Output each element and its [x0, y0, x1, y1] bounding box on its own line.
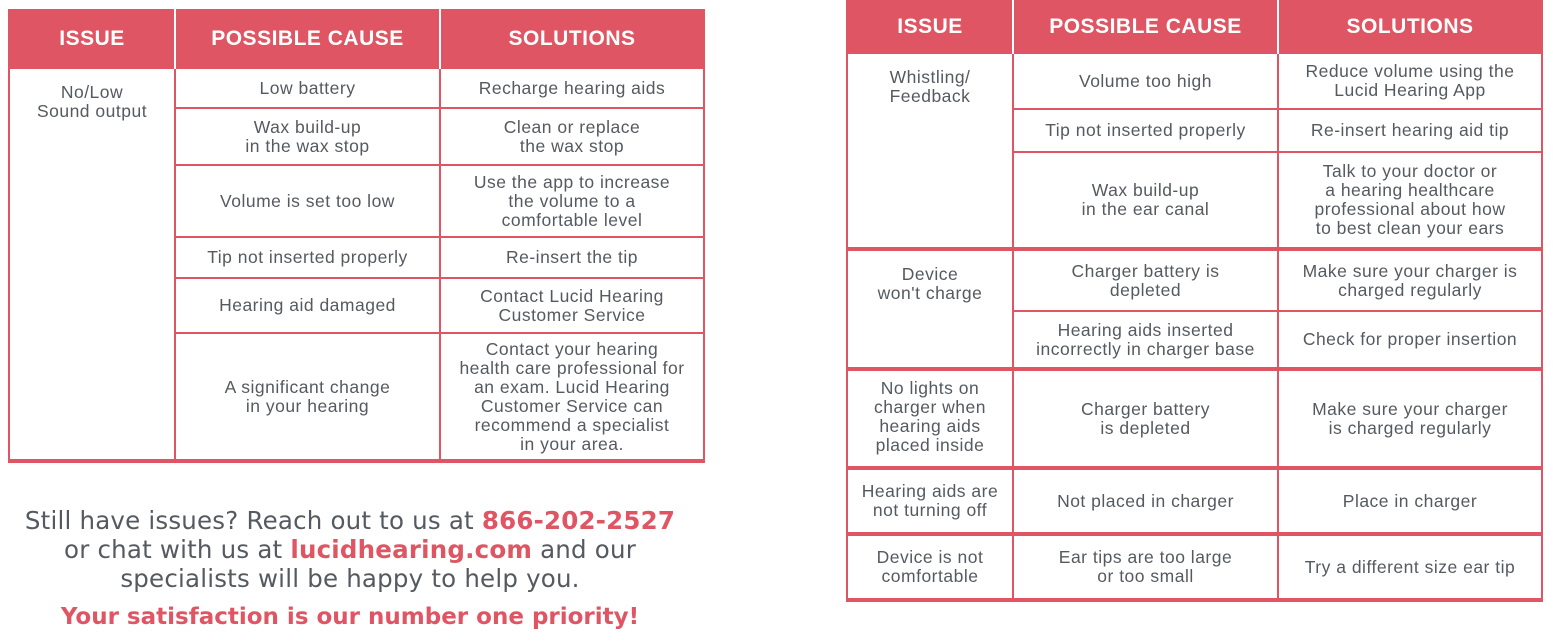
cause-cell	[175, 237, 440, 278]
cause-cell	[1013, 468, 1278, 534]
solution-cell	[1278, 468, 1542, 534]
solution-text: Check for proper insertion	[1302, 329, 1518, 349]
cause-text: Tip not inserted properly	[207, 247, 408, 267]
issue-cell	[847, 468, 1013, 534]
cause-text: Ear tips are too large or too small	[1058, 547, 1233, 586]
issue-text: No lights on charger when hearing aids placed inside	[873, 378, 987, 455]
issue-cell	[847, 534, 1013, 600]
cause-cell	[175, 333, 440, 461]
footer-line-1-text: Still have issues? Reach out to us at	[24, 506, 474, 535]
issue-cell	[9, 68, 175, 461]
solution-text: Re-insert the tip	[505, 247, 639, 267]
cause-cell	[1013, 369, 1278, 468]
footer-line-1	[0, 506, 700, 535]
table-row	[847, 249, 1542, 311]
right-troubleshooting-table	[846, 0, 1543, 602]
table-row	[9, 68, 704, 108]
cause-cell	[1013, 152, 1278, 249]
cause-text: Charger battery is depleted	[1071, 260, 1220, 300]
cause-cell	[1013, 311, 1278, 369]
solution-cell	[440, 237, 704, 278]
cause-cell	[175, 68, 440, 108]
cause-cell	[1013, 534, 1278, 600]
cause-text: A significant change in your hearing	[224, 376, 391, 416]
solution-text: Contact your hearing health care professional for an exam. Lucid Hearing Customer Service can recommend a specialist in your area.	[459, 338, 685, 454]
header-possible-cause: POSSIBLE CAUSE	[175, 10, 440, 68]
cause-text: Wax build-up in the ear canal	[1081, 180, 1210, 219]
cause-cell	[175, 278, 440, 333]
solution-cell	[1278, 152, 1542, 249]
solution-cell	[440, 333, 704, 461]
cause-text: Not placed in charger	[1057, 490, 1234, 511]
solution-cell	[1278, 249, 1542, 311]
table-row	[847, 534, 1542, 600]
solution-cell	[440, 278, 704, 333]
cause-text: Wax build-up in the wax stop	[245, 116, 370, 156]
solution-cell	[440, 68, 704, 108]
header-solutions: SOLUTIONS	[1278, 1, 1542, 53]
footer-line-2	[0, 535, 700, 564]
issue-cell	[847, 369, 1013, 468]
cause-text: Volume too high	[1078, 70, 1212, 91]
solution-cell	[440, 108, 704, 165]
table-row	[847, 468, 1542, 534]
solution-text: Re-insert hearing aid tip	[1310, 120, 1510, 140]
cause-text: Low battery	[259, 77, 356, 98]
issue-text: Hearing aids are not turning off	[861, 481, 999, 520]
phone-number-link[interactable]: 866-202-2527	[481, 506, 676, 535]
cause-cell	[1013, 53, 1278, 109]
solution-text: Make sure your charger is charged regularly	[1312, 398, 1508, 438]
table-row	[847, 369, 1542, 468]
cause-text: Volume is set too low	[220, 190, 395, 211]
solution-text: Place in charger	[1342, 490, 1478, 511]
cause-cell	[175, 165, 440, 237]
header-solutions: SOLUTIONS	[440, 10, 704, 68]
solution-cell	[1278, 534, 1542, 600]
header-issue: ISSUE	[9, 10, 175, 68]
solution-text: Use the app to increase the volume to a comfortable level	[473, 171, 671, 230]
satisfaction-tagline: Your satisfaction is our number one priority!	[60, 604, 640, 630]
footer-line-2-pre: or chat with us at	[64, 535, 283, 564]
table-header-row	[9, 10, 704, 68]
solution-text: Recharge hearing aids	[478, 77, 666, 98]
website-link[interactable]: lucidhearing.com	[290, 535, 533, 564]
issue-cell	[847, 53, 1013, 249]
cause-text: Tip not inserted properly	[1045, 120, 1246, 140]
solution-text: Try a different size ear tip	[1304, 556, 1516, 577]
solution-text: Clean or replace the wax stop	[503, 116, 641, 156]
issue-text: No/Low Sound output	[36, 82, 148, 121]
issue-text: Device is not comfortable	[876, 547, 984, 586]
cause-text: Hearing aids inserted incorrectly in charger base	[1036, 319, 1255, 359]
solution-text: Talk to your doctor or a hearing healthcare professional about how to best clean your ears	[1314, 161, 1506, 238]
support-contact-text	[0, 506, 700, 593]
footer-line-3: specialists will be happy to help you.	[120, 564, 580, 593]
footer-line-2-post: and our	[540, 535, 636, 564]
solution-text: Make sure your charger is charged regularly	[1302, 260, 1518, 300]
left-troubleshooting-table	[8, 9, 705, 463]
table-header-row	[847, 1, 1542, 53]
issue-text: Device won't charge	[877, 264, 983, 303]
solution-cell	[1278, 53, 1542, 109]
solution-text: Contact Lucid Hearing Customer Service	[480, 285, 664, 325]
cause-text: Hearing aid damaged	[219, 295, 396, 315]
solution-cell	[1278, 369, 1542, 468]
cause-text: Charger battery is depleted	[1080, 398, 1211, 438]
issue-cell	[847, 249, 1013, 369]
cause-cell	[1013, 249, 1278, 311]
solution-text: Reduce volume using the Lucid Hearing App	[1305, 61, 1515, 100]
cause-cell	[1013, 109, 1278, 152]
table-row	[847, 53, 1542, 109]
header-issue: ISSUE	[847, 1, 1013, 53]
solution-cell	[1278, 311, 1542, 369]
cause-cell	[175, 108, 440, 165]
issue-text: Whistling/ Feedback	[889, 67, 971, 106]
solution-cell	[1278, 109, 1542, 152]
solution-cell	[440, 165, 704, 237]
header-possible-cause: POSSIBLE CAUSE	[1013, 1, 1278, 53]
